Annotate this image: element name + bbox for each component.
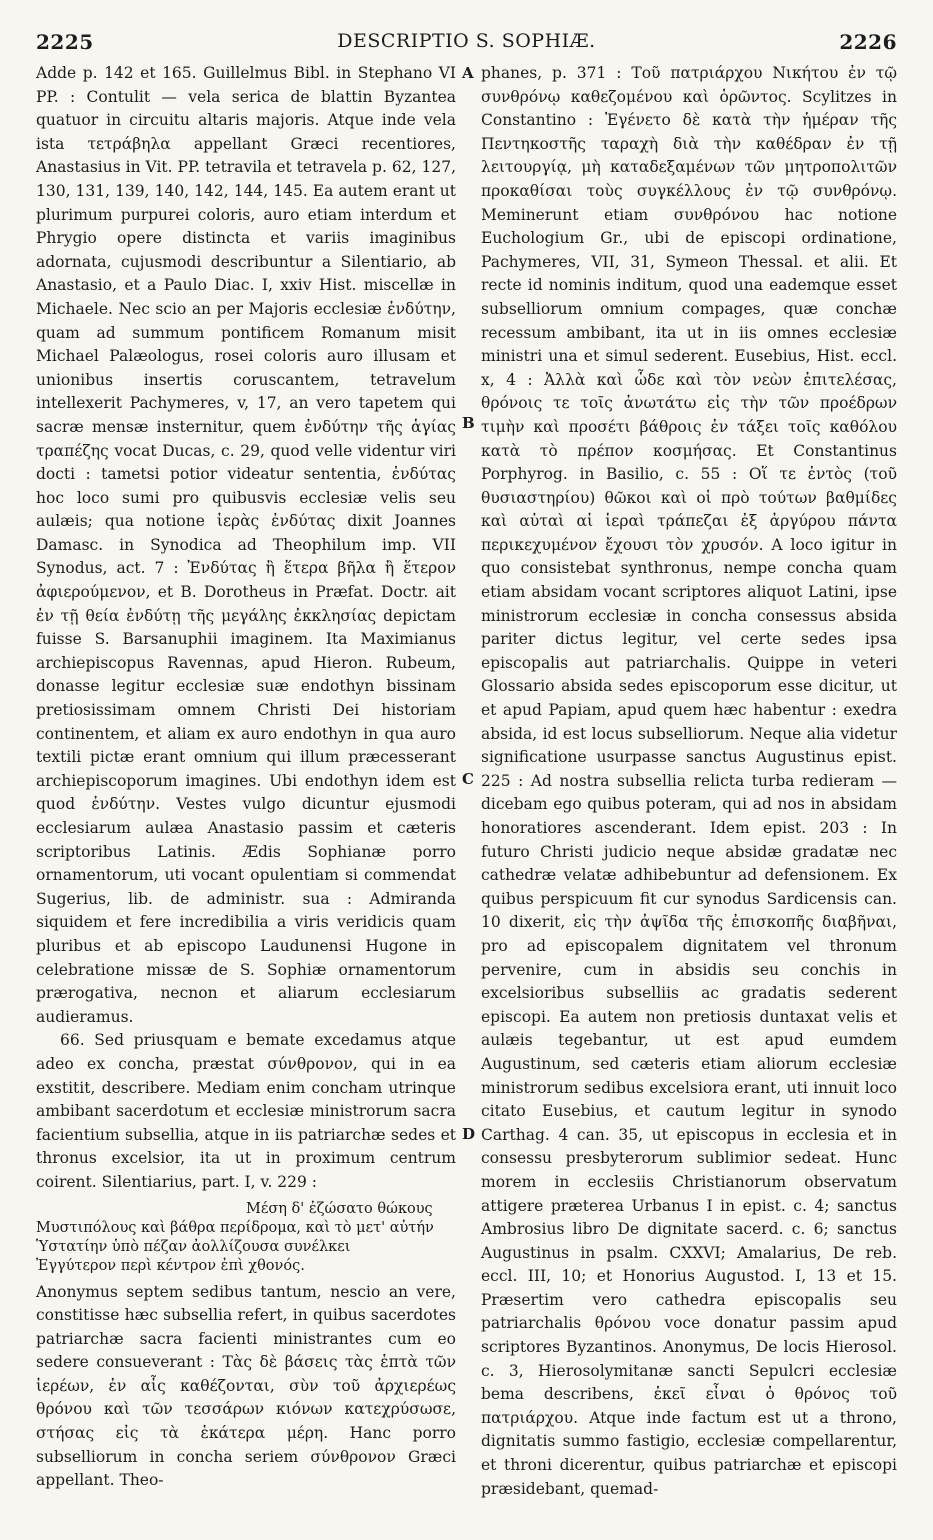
left-paragraph-2: 66. Sed priusquam e bemate excedamus atque adeo ex concha, præstat σύνθρονον, qui in ea exstitit, describere. Mediam enim concham utrinque ambibant sacerdotum et ecclesiæ ministrorum sacra facientium subsellia, atque in iis patriarchæ sedes et thronus excelsior, ita ut in proximum centrum coirent. Silentiarius, part. I, v. 229 : [36,1031,456,1191]
verse-line: Ἐγγύτερον περὶ κέντρον ἐπὶ χθονός. [36,1257,305,1274]
right-page-number: 2226 [839,30,897,54]
margin-letter-a: A [462,64,474,82]
verse-line: Μυστιπόλους καὶ βάθρα περίδρομα, καὶ τὸ μετ' αὐτήν [36,1219,434,1236]
margin-letter-b: B [462,414,475,432]
margin-letter-c: C [462,770,474,788]
verse-line: Ὑστατίην ὑπὸ πέζαν ἀολλίζουσα συνέλκει [36,1238,351,1255]
left-paragraph-1: Adde p. 142 et 165. Guillelmus Bibl. in Stephano VI PP. : Contulit — vela serica de blattin Byzantea quatuor in circuitu altaris majoris. Atque inde vela ista τετράβηλα appellant Græci recentiores, Anastasius in Vit. PP. tetravila et tetravela p. 62, 127, 130, 131, 139, 140, 142, 144, 145. Ea autem erant ut plurimum purpurei coloris, auro etiam interdum et Phrygio opere distincta et variis imaginibus adornata, cujusmodi describuntur a Silentiario, ab Anastasio, et a Paulo Diac. I, xxiv Hist. miscellæ in Michaele. Nec scio an per Majoris ecclesiæ ἐνδύτην, quam ad summum pontificem Romanum misit Michael Palæologus, rosei coloris auro illusam et unionibus insertis coruscantem, tetravelum intellexerit Pachymeres, v, 17, an vero tapetem qui sacræ mensæ insternitur, quem ἐνδύτην τῆς ἁγίας τραπέζης vocat Ducas, c. 29, quod velle videntur viri docti : tametsi potior videatur sententia, ἐνδύτας hoc loco sumi pro quibusvis ecclesiæ velis seu aulæis; qua notione ἱερὰς ἐνδύτας dixit Joannes Damasc. in Synodica ad Theophilum imp. VII Synodus, act. 7 : Ἐνδύτας ἢ ἕτερα βῆλα ἢ ἕτερον ἀφιερούμενον, et B. Dorotheus in Præfat. Doctr. ait ἐν τῇ θεία ἐνδύτῃ τῆς μεγάλης ἐκκλησίας depictam fuisse S. Barsanuphii imaginem. Ita Maximianus archiepiscopus Ravennas, apud Hieron. Rubeum, donasse legitur ecclesiæ suæ endothyn bissinam pretiosissimam omnem Christi Dei historiam continentem, et aliam ex auro endothyn in qua auro textili pictæ erant omnium qui illum præcesserant archiepiscoporum imagines. Ubi endothyn idem est quod ἐνδύτην. Vestes vulgo dicuntur ejusmodi ecclesiarum aulæa Anastasio passim et cæteris scriptoribus Latinis. Ædis Sophianæ porro ornamentorum, uti vocant opulentiam si commendat Sugerius, lib. de administr. sua : Admiranda siquidem et fere incredibilia a viris veridicis quam pluribus et ab episcopo Laudunensi Hugone in celebratione missæ de S. Sophiæ ornamentorum prærogativa, necnon et aliarum ecclesiarum audieramus. [36,64,456,1026]
verse-quotation [36,1200,456,1276]
verse-line: Μέση δ' ἐζώσατο θώκους [246,1200,433,1217]
right-column [481,62,897,1501]
running-title: DESCRIPTIO S. SOPHIÆ. [337,30,596,52]
left-page-number: 2225 [36,30,94,54]
margin-letter-d: D [462,1125,476,1143]
left-column [36,62,456,1493]
running-header [36,30,897,58]
left-paragraph-3: Anonymus septem sedibus tantum, nescio an vere, constitisse hæc subsellia refert, in quibus sacerdotes patriarchæ sacra facienti ministrantes cum eo sedere consueverant : Τὰς δὲ βάσεις τὰς ἑπτὰ τῶν ἱερέων, ἐν αἷς καθέζονται, σὺν τοῦ ἀρχιερέως θρόνου καὶ τῶν τεσσάρων κιόνων κατεχρύσωσε, στήσας εἰς τὰ ἑκάτερα μέρη. Hanc porro subselliorum in concha seriem σύνθρονον Græci appellant. Theo- [36,1282,456,1490]
right-paragraph-1: phanes, p. 371 : Τοῦ πατριάρχου Νικήτου ἐν τῷ συνθρόνῳ καθεζομένου καὶ ὁρῶντος. Scylitzes in Constantino : Ἐγένετο δὲ κατὰ τὴν ἡμέραν τῆς Πεντηκοστῆς ταραχὴ διὰ τὴν καθέδραν ἐν τῇ λειτουργίᾳ, μὴ καταδεξαμένων τῶν μητροπολιτῶν προκαθίσαι τοὺς συγκέλλους ἐν τῷ συνθρόνῳ. Meminerunt etiam συνθρόνου hac notione Euchologium Gr., ubi de episcopi ordinatione, Pachymeres, VII, 31, Symeon Thessal. et alii. Et recte id nominis inditum, quod una eademque esset subselliorum omnium compages, quæ conchæ recessum ambibant, ita ut in iis omnes ecclesiæ ministri una et simul sederent. Eusebius, Hist. eccl. x, 4 : Ἀλλὰ καὶ ὧδε καὶ τὸν νεὼν ἐπιτελέσας, θρόνοις τε τοῖς ἀνωτάτω εἰς τὴν τῶν προέδρων τιμὴν καὶ προσέτι βάθροις ἐν τάξει τοῖς καθόλου κατὰ τὸ πρέπον κοσμήσας. Et Constantinus Porphyrog. in Basilio, c. 55 : Οἵ τε ἐντὸς (τοῦ θυσιαστηρίου) θῶκοι καὶ οἱ πρὸ τούτων βαθμίδες καὶ αὐταὶ αἱ ἱεραὶ τράπεζαι ἐξ ἀργύρου πάντα περικεχυμένον ἔχουσι τὸν χρυσόν. A loco igitur in quo consistebat synthronus, nempe concha quam etiam absidam vocant scriptores aliquot Latini, ipse ministrorum ecclesiæ in concha consessus absida pariter dictus legitur, vel certe sedes ipsa episcopalis aut patriarchalis. Quippe in veteri Glossario absida sedes episcoporum esse dicitur, ut et apud Papiam, apud quem hæc habentur : exedra absida, id est locus subselliorum. Neque alia videtur significatione usurpasse sanctus Augustinus epist. 225 : Ad nostra subsellia relicta turba redieram — dicebam ego quibus poteram, qui ad nos in absidam honoratiores ascenderant. Idem epist. 203 : In futuro Christi judicio neque absidæ gradatæ nec cathedræ velatæ adhibebuntur ad defensionem. Ex quibus perspicuum fit cur synodus Sardicensis can. 10 dixerit, εἰς τὴν ἀψῖδα τῆς ἐπισκοπῆς διαβῆναι, pro ad episcopalem dignitatem vel thronum pervenire, cum in absidis seu conchis in excelsioribus subselliis ac gradatis sederent episcopi. Ea autem non pretiosis duntaxat velis et aulæis tegebantur, ut est apud eumdem Augustinum, sed cæteris etiam aliorum ecclesiæ ministrorum sedibus excelsiora erant, uti innuit loco citato Eusebius, et cautum legitur in synodo Carthag. 4 can. 35, ut episcopus in ecclesia et in consessu presbyterorum sublimior sedeat. Hunc morem in ecclesiis Christianorum observatum attigere præterea Urbanus I in epist. c. 4; sanctus Ambrosius libro De dignitate sacerd. c. 6; sanctus Augustinus in psalm. CXXVI; Amalarius, De reb. eccl. III, 10; et Honorius Augustod. I, 13 et 15. Præsertim vero cathedra episcopalis seu patriarchalis θρόνου voce donatur passim apud scriptores Byzantinos. Anonymus, De locis Hierosol. c. 3, Hierosolymitanæ sancti Sepulcri ecclesiæ bema describens, ἐκεῖ εἶναι ὁ θρόνος τοῦ πατριάρχου. Atque inde factum est ut a throno, dignitatis summo fastigio, ecclesiæ compellarentur, et throni dicerentur, quibus patriarchæ et episcopi præsidebant, quemad- [481,64,897,1498]
